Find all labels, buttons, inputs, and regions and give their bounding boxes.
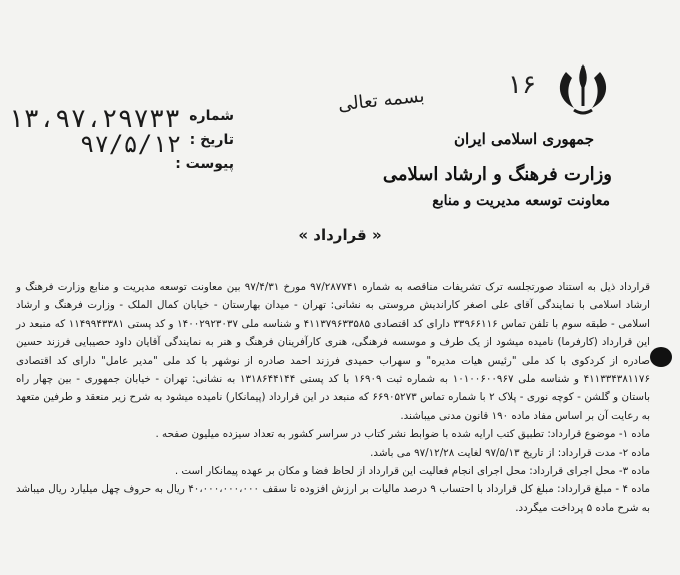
- clause-1: ماده ۱- موضوع قرارداد: تطبیق کتب ارایه شده با ضوابط نشر کتاب در سراسر کشور به تعداد سیزده میلیون صفحه .: [155, 428, 650, 441]
- letter-date-value: ۹۷/۵/۱۲: [80, 130, 182, 158]
- clause-3: ماده ۳- محل اجرای قرارداد: محل اجرای انجام فعالیت این قرارداد از لحاظ فضا و مکان بر عهده پیمانکار است .: [174, 465, 650, 478]
- org-line-ministry: وزارت فرهنگ و ارشاد اسلامی: [382, 164, 612, 185]
- clause-2: ماده ۲- مدت قرارداد: از تاریخ ۹۷/۵/۱۳ لغایت ۹۷/۱۲/۲۸ می باشد.: [370, 446, 650, 459]
- ink-redaction-blot: [650, 347, 672, 367]
- letter-number-value: ۱۳،۹۷،۲۹۷۳۳: [8, 104, 181, 134]
- org-line-republic: جمهوری اسلامی ایران: [453, 130, 594, 148]
- org-line-deputy: معاونت توسعه مدیریت و منابع: [432, 193, 610, 209]
- contract-body: [16, 278, 650, 517]
- basmala-heading: بسمه تعالی: [337, 85, 426, 116]
- attachment-label: پیوست :: [175, 156, 234, 172]
- number-label: شماره: [189, 108, 234, 124]
- date-label: تاریخ :: [189, 132, 234, 148]
- contract-intro-paragraph: قرارداد ذیل به استناد صورتجلسه ترک تشریفات مناقصه به شماره ۹۷/۲۸۷۷۴۱ مورخ ۹۷/۴/۳۱ بین معاونت توسعه مدیریت و منابع وزارت فرهنگ و ارشاد اسلامی با نمایندگی آقای علی اصغر کاراندیش مروستی به نشانی: تهران - میدان بهارستان - خیابان کمال الملک - وزارت فرهنگ و ارشاد اسلامی - طبقه سوم با تلفن تماس ۳۳۹۶۶۱۱۶ دارای کد اقتصادی ۴۱۱۳۷۹۶۳۳۵۸۵ و شناسه ملی ۱۴۰۰۲۹۲۳۰۳۷ و کد پستی ۱۱۴۹۹۴۳۳۸۱ که منبعد در این قرارداد (کارفرما) نامیده میشود از یک طرف و موسسه فرهنگی، هنری کارآفرینان فرهنگ و هنر به نمایندگی آقایان داود حصیبایی فرزند حسین صادره از کردکوی با کد ملی "رئیس هیات مدیره" و سهراب حمیدی فرزند احمد صادره از نوشهر با کد ملی "مدیر عامل" دارای کد اقتصادی ۴۱۱۳۳۴۳۸۱۱۷۶ و شناسه ملی ۱۰۱۰۰۶۰۰۹۶۷ به شماره ثبت ۱۶۹۰۹ با کد پستی ۱۳۱۸۶۴۴۱۴۴ به نشانی: تهران - خیابان جمهوری - بین چهار راه باستان و گلشن - کوچه نوری - پلاک ۲ با شماره تماس ۶۶۹۰۵۲۷۳ که منبعد در این قرارداد (پیمانکار) نامیده میشود به شرح زیر منعقد و طرفین متعهد به رعایت آن بر اساس مفاد ماده ۱۹۰ قانون مدنی میباشند.: [16, 281, 651, 422]
- corner-handwritten-number: ۱۶: [508, 70, 536, 100]
- iran-emblem-icon: [548, 60, 618, 118]
- letter-meta-labels: [174, 104, 234, 176]
- contract-title: « قرارداد »: [298, 226, 382, 244]
- clause-4: ماده ۴ - مبلغ قرارداد: مبلغ کل قرارداد با احتساب ۹ درصد مالیات بر ارزش افزوده تا سقف ۴۰،۰۰۰،۰۰۰،۰۰۰ ریال به حروف چهل میلیارد ریال میباشد به شرح ماده ۵ پرداخت میگردد.: [16, 483, 651, 514]
